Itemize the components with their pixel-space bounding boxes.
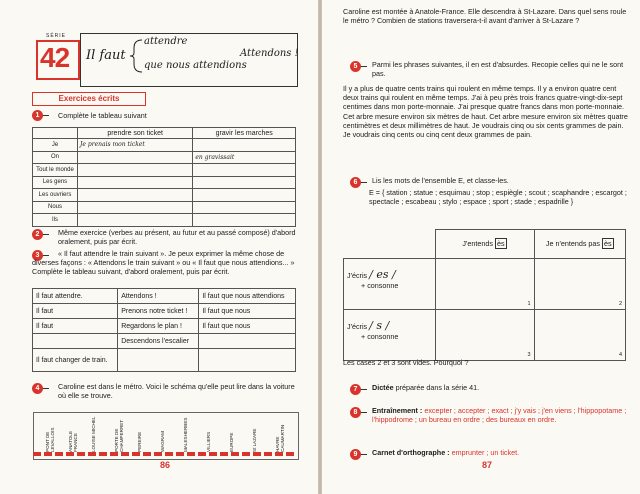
station-label: EUROPE xyxy=(229,432,234,452)
ex7-text: préparée dans la série 41. xyxy=(395,383,480,392)
ex8-line xyxy=(372,406,628,424)
grid-row-text: J'écris xyxy=(347,321,368,331)
intro-text: Caroline est montée à Anatole-France. Elle descendra à St-Lazare. Dans quel sens roule le métro ? Combien de stations traversera-t-il avant d'arriver à St-Lazare ? xyxy=(343,7,627,26)
classification-grid xyxy=(343,229,626,361)
grid-row-label xyxy=(344,258,436,309)
row-label: Les gens xyxy=(33,176,78,189)
header-attendons: Attendons ! xyxy=(240,48,299,59)
grid-header-text: J'entends xyxy=(462,239,493,249)
station-label: WAGRAM xyxy=(160,430,165,452)
ex8-text: excepter ; accepter ; exact ; j'y vais ; j'en viens ; l'hippopotame ; l'hippodrome ; un bureau en ordre ; des bureaux en ordre. xyxy=(372,406,627,425)
ex1-number: 1 xyxy=(32,110,43,121)
table-cell[interactable] xyxy=(193,176,296,189)
table-cell[interactable]: Il faut attendre. xyxy=(33,289,118,304)
table-cell[interactable] xyxy=(199,334,296,349)
row-label: Ils xyxy=(33,214,78,227)
row-label: On xyxy=(33,151,78,164)
table-corner xyxy=(33,128,78,139)
ex7-bold: Dictée xyxy=(372,383,394,392)
table-cell[interactable]: Il faut que nous attendions xyxy=(199,289,296,304)
cell-number: 2 xyxy=(618,300,622,307)
grid-header xyxy=(435,230,534,259)
table-cell[interactable] xyxy=(193,164,296,177)
table-cell[interactable] xyxy=(78,176,193,189)
grid-row-label xyxy=(344,309,436,360)
ex2-text: Même exercice (verbes au présent, au futur et au passé composé) d'abord oralement, puis par écrit. xyxy=(58,228,296,247)
table-cell[interactable] xyxy=(193,214,296,227)
table-cell[interactable] xyxy=(193,139,296,152)
ex6-number: 6 xyxy=(350,177,361,188)
ex9-number: 9 xyxy=(350,449,361,460)
station-label: PORTE DE CHAMPERRET xyxy=(114,419,124,452)
sentences-paragraph: Il y a plus de quatre cents trains qui roulent en même temps. Il y a environ quatre cent deux trains qui roulent en même temps. J'ai à peu près trois francs quatre-vingt-dix-sept centimes dans mon porte-monnaie. J'ai presque quatre francs dans mon porte-monnaie. Cet arbre mesure environ six mètres de haut. Cet arbre mesure environ six mètres quatre centimètres et deux millimètres de haut. Je voudrais cinq ou six cents grammes de pain. Je voudrais cinq cents ou cinq cent deux grammes de pain. xyxy=(343,84,628,140)
grid-header-box: ès xyxy=(604,239,612,249)
exercices-title: Exercices écrits xyxy=(32,92,146,106)
station-label: ANATOLE FRANCE xyxy=(68,430,78,452)
grid-cell[interactable] xyxy=(534,309,626,360)
cell-number: 1 xyxy=(527,300,531,307)
table-header: prendre son ticket xyxy=(78,128,193,139)
table-cell[interactable] xyxy=(33,334,118,349)
table-cell[interactable]: Attendons ! xyxy=(118,289,199,304)
table-cell[interactable] xyxy=(78,151,193,164)
grid-row-plus: + consonne xyxy=(361,331,399,341)
ex9-text: emprunter ; un ticket. xyxy=(451,448,520,457)
row-label: Nous xyxy=(33,201,78,214)
grid-header xyxy=(534,230,626,259)
table-cell[interactable]: Il faut xyxy=(33,304,118,319)
ex5-number: 5 xyxy=(350,61,361,72)
table-cell[interactable] xyxy=(193,189,296,202)
table-cell[interactable]: Descendons l'escalier xyxy=(118,334,199,349)
brace-icon xyxy=(128,38,144,74)
table-cell[interactable] xyxy=(118,349,199,372)
ex8-bold: Entraînement : xyxy=(372,406,423,415)
table-cell[interactable] xyxy=(78,189,193,202)
metro-rail xyxy=(33,452,297,456)
station-label: HAVRE CAUMARTIN xyxy=(275,424,285,452)
row-label: Je xyxy=(33,139,78,152)
table-cell[interactable]: Il faut que nous xyxy=(199,304,296,319)
il-faut-table xyxy=(32,288,296,372)
table-cell[interactable] xyxy=(78,214,193,227)
header-que-nous: que nous attendions xyxy=(144,60,247,71)
ex4-text: Caroline est dans le métro. Voici le schéma qu'elle peut lire dans la voiture où elle se trouve. xyxy=(58,382,295,401)
ex7-number: 7 xyxy=(350,384,361,395)
ex1-text: Complète le tableau suivant xyxy=(58,111,147,120)
cases-question: Les cases 2 et 3 sont vides. Pourquoi ? xyxy=(343,358,469,367)
ex3-text: « Il faut attendre le train suivant ». Je peux exprimer la même chose de diverses façons : « Attendons le train suivant » ou « Il faut que nous attendions... » Complète le tableau suivant, d'abord oralement, puis par écrit. xyxy=(32,249,295,277)
grid-cell[interactable] xyxy=(435,309,534,360)
station-label: LOUISE MICHEL xyxy=(91,416,96,452)
page-number: 87 xyxy=(482,460,493,470)
table-cell[interactable]: Prenons notre ticket ! xyxy=(118,304,199,319)
serie-number: 42 xyxy=(40,42,70,73)
grid-header-text: Je n'entends pas xyxy=(545,239,601,249)
left-page xyxy=(0,0,318,494)
grid-cell[interactable] xyxy=(534,258,626,309)
table-cell[interactable]: Il faut que nous xyxy=(199,319,296,334)
conjugation-table xyxy=(32,127,296,227)
grid-header-box: ès xyxy=(496,239,505,249)
table-cell[interactable]: en gravissait xyxy=(193,151,296,164)
table-cell[interactable] xyxy=(78,201,193,214)
ex8-number: 8 xyxy=(350,407,361,418)
ex5-text: Parmi les phrases suivantes, il en est d'absurdes. Recopie celles qui ne le sont pas. xyxy=(372,60,624,79)
station-label: VILLIERS xyxy=(206,431,211,452)
grid-row-symbol: / es / xyxy=(369,267,396,281)
ex4-number: 4 xyxy=(32,383,43,394)
table-cell[interactable] xyxy=(78,164,193,177)
ex9-bold: Carnet d'orthographe : xyxy=(372,448,450,457)
station-label: MALESHERBES xyxy=(183,417,188,452)
ex7-line xyxy=(372,383,479,392)
header-il-faut: Il faut xyxy=(86,48,126,63)
page-number: 86 xyxy=(160,460,171,470)
cell-number: 3 xyxy=(527,351,531,358)
cell-number: 4 xyxy=(618,351,622,358)
ex9-line xyxy=(372,448,519,457)
table-cell[interactable]: Il faut xyxy=(33,319,118,334)
table-cell[interactable] xyxy=(199,349,296,372)
ex6-text: Lis les mots de l'ensemble E, et classe-les. xyxy=(372,176,509,185)
set-e: E = { station ; statue ; esquimau ; stop ; espiègle ; scout ; scaphandre ; escargot ; spectacle ; escabeau ; stylo ; espace ; sport ; stade ; espadrille } xyxy=(369,188,627,207)
grid-row-symbol: / s / xyxy=(369,318,390,332)
row-label: Les ouvriers xyxy=(33,189,78,202)
table-cell[interactable]: Je prenais mon ticket xyxy=(78,139,193,152)
station-label: PEREIRE xyxy=(137,431,142,452)
grid-cell[interactable] xyxy=(435,258,534,309)
station-label: St LAZARE xyxy=(252,428,257,452)
table-cell[interactable] xyxy=(193,201,296,214)
serie-label: SÉRIE xyxy=(46,33,67,39)
station-label: PONT DE LEVALLOIS xyxy=(45,427,55,452)
grid-row-text: J'écris xyxy=(347,270,368,280)
grid-corner xyxy=(344,230,436,259)
row-label: Tout le monde xyxy=(33,164,78,177)
grid-row-plus: + consonne xyxy=(361,280,399,290)
ex2-number: 2 xyxy=(32,229,43,240)
ex3-number: 3 xyxy=(32,250,43,261)
table-cell[interactable]: Regardons le plan ! xyxy=(118,319,199,334)
table-cell[interactable]: Il faut changer de train. xyxy=(33,349,118,372)
header-attendre: attendre xyxy=(144,36,188,47)
table-header: gravir les marches xyxy=(193,128,296,139)
